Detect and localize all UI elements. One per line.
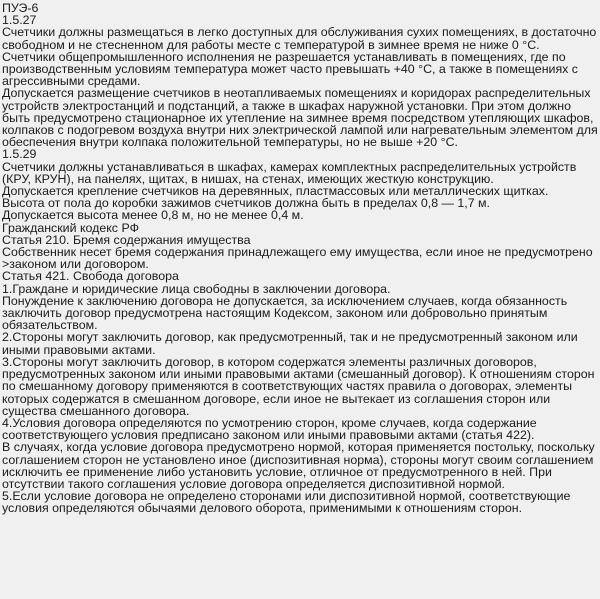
paragraph: 4.Условия договора определяются по усмотрению сторон, кроме случаев, когда содержание соответствующего условия предписано законом или иными правовыми актами (статья 422). bbox=[2, 415, 537, 443]
paragraph: Понуждение к заключению договора не допускается, за исключением случаев, когда обязанность заключить договор предусмотрена настоящим Кодексом, законом или добровольно принятым обязательством. bbox=[2, 293, 568, 333]
paragraph: В случаях, когда условие договора предусмотрено нормой, которая применяется постольку, поскольку соглашением сторон не установлено иное (диспозитивная норма), стороны могут своим соглашением исключить ее применение либо установить условие, отличное от предусмотренного в ней. При отсутствии такого соглашения условие договора определяется диспозитивной нормой. bbox=[2, 440, 595, 491]
paragraph: Допускается высота менее 0,8 м, но не менее 0,4 м. bbox=[2, 208, 304, 223]
paragraph: 5.Если условие договора не определено сторонами или диспозитивной нормой, соответствующие условия определяются обычаями делового оборота, применимыми к отношениям сторон. bbox=[2, 489, 571, 516]
paragraph: Допускается размещение счетчиков в неотапливаемых помещениях и коридорах распределительных устройств электростанций и подстанций, а также в шкафах наружной установки. При этом должно быть предусмотрено стационарное их утепление на зимнее время посредством утепляющих шкафов, колпаков с подогревом воздуха внутри них электрической лампой или нагревательным элементом для обеспечения внутри колпака положительной температуры, но не выше +20 °С. bbox=[2, 86, 598, 150]
paragraph: Счетчики должны устанавливаться в шкафах, камерах комплектных распределительных устройств (КРУ, КРУН), на панелях, щитах, в нишах, на стенах, имеющих жесткую конструкцию. bbox=[2, 159, 577, 186]
paragraph: 2.Стороны могут заключить договор, как предусмотренный, так и не предусмотренный законом или иными правовыми актами. bbox=[2, 330, 578, 357]
doc-title: ПУЭ-6 bbox=[2, 1, 39, 15]
paragraph: Собственник несет бремя содержания принадлежащего ему имущества, если иное не предусмотрено >законом или договором. bbox=[2, 245, 593, 272]
section-number: 1.5.29 bbox=[2, 147, 37, 162]
paragraph: 1.Граждане и юридические лица свободны в заключении договора. bbox=[2, 281, 391, 296]
paragraph: Допускается крепление счетчиков на деревянных, пластмассовых или металлических щитках. bbox=[2, 184, 549, 199]
paragraph: Счетчики общепромышленного исполнения не разрешается устанавливать в помещениях, где по производственным условиям температура может часто превышать +40 °С, а также в помещениях с агрессивными средами. bbox=[2, 49, 578, 89]
paragraph: Счетчики должны размещаться в легко доступных для обслуживания сухих помещениях, в достаточно свободном и не стесненном для работы месте с температурой в зимнее время не ниже 0 °С. bbox=[2, 25, 597, 52]
section-number: 1.5.27 bbox=[2, 13, 37, 28]
code-title: Гражданский кодекс РФ bbox=[2, 220, 139, 235]
paragraph: 3.Стороны могут заключить договор, в котором содержатся элементы различных договоров, предусмотренных законом или иными правовыми актами (смешанный договор). К отношениям сторон по смешанному договору применяются в соответствующих частях правила о договорах, элементы которых содержатся в смешанном договоре, если иное не вытекает из соглашения сторон или существа смешанного договора. bbox=[2, 354, 595, 418]
article-heading: Статья 210. Бремя содержания имущества bbox=[2, 232, 251, 247]
article-heading: Статья 421. Свобода договора bbox=[2, 269, 179, 284]
paragraph: Высота от пола до коробки зажимов счетчиков должна быть в пределах 0,8 — 1,7 м. bbox=[2, 196, 490, 211]
